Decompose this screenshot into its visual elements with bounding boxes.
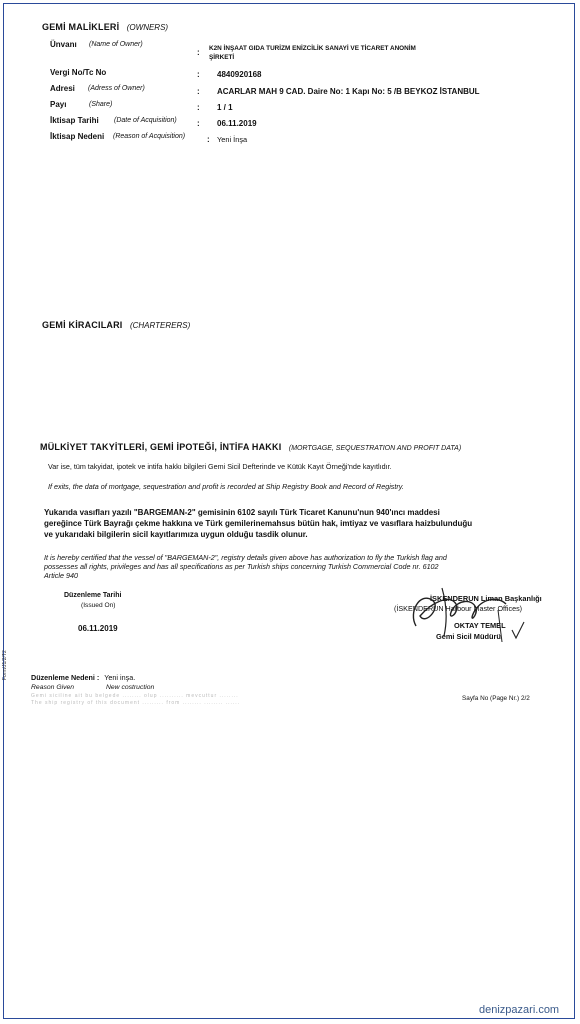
owner-name-label-en: (Name of Owner) bbox=[89, 41, 143, 48]
owner-acq-date-value: 06.11.2019 bbox=[217, 119, 257, 128]
issue-date-label-en: (Issued On) bbox=[81, 602, 116, 609]
reason-value-en: New costruction bbox=[105, 684, 155, 691]
owner-address-label-en: (Adress of Owner) bbox=[88, 85, 145, 92]
owner-address-value: ACARLAR MAH 9 CAD. Daire No: 1 Kapı No: 5 /B BEYKOZ İSTANBUL bbox=[217, 87, 480, 96]
certification-tr-line3: ve yukarıdaki bilgilerin sicil kayıtlarımıza uygun olduğu tasdik olunur. bbox=[44, 530, 308, 539]
owner-taxno-label: Vergi No/Tc No bbox=[50, 68, 107, 77]
issue-date-label: Düzenleme Tarihi bbox=[64, 592, 122, 599]
authority-title: Gemi Sicil Müdürü bbox=[436, 632, 501, 641]
certification-en-line3: Article 940 bbox=[44, 571, 78, 580]
owners-heading-en: (OWNERS) bbox=[126, 23, 169, 32]
owner-share-value: 1 / 1 bbox=[217, 103, 233, 112]
mortgage-line-en: If exits, the data of mortgage, sequestration and profit is recorded at Ship Registry Book and Record of Registry. bbox=[48, 482, 404, 491]
reason-line-en bbox=[31, 684, 154, 691]
owner-address-label: Adresi bbox=[50, 84, 75, 93]
certification-en bbox=[44, 553, 564, 580]
mortgage-heading-en: (MORTGAGE, SEQUESTRATION AND PROFIT DATA) bbox=[288, 445, 462, 452]
reason-value: Yeni inşa. bbox=[104, 673, 136, 682]
charterers-heading-tr: GEMİ KİRACILARI bbox=[42, 320, 123, 330]
charterers-heading bbox=[42, 315, 190, 333]
reason-label: Düzenleme Nedeni : bbox=[31, 673, 100, 682]
reason-line-tr bbox=[31, 673, 135, 682]
blurred-line-2: The ship registry of this document ......... from ........ ........ ...... bbox=[31, 700, 241, 706]
blurred-line-1: Gemi siciline ait bu belgede ........ olup .......... mevcuttur ........ bbox=[31, 693, 239, 699]
owner-acq-date-colon: : bbox=[197, 119, 200, 128]
authority-office-en: (İSKENDERUN Harbour Master Offices) bbox=[394, 604, 523, 613]
registry-document bbox=[3, 3, 575, 1019]
issue-date-value: 06.11.2019 bbox=[78, 624, 118, 633]
reason-label-en: Reason Given bbox=[31, 684, 75, 691]
owners-heading-tr: GEMİ MALİKLERİ bbox=[42, 22, 120, 32]
owner-share-colon: : bbox=[197, 103, 200, 112]
authority-name: OKTAY TEMEL bbox=[454, 621, 506, 630]
certification-tr-line1: Yukarıda vasıfları yazılı "BARGEMAN-2" gemisinin 6102 sayılı Türk Ticaret Kanunu'nun 940'ıncı maddesi bbox=[44, 508, 440, 517]
certification-tr bbox=[44, 507, 556, 540]
mortgage-heading bbox=[40, 437, 461, 455]
mortgage-heading-tr: MÜLKİYET TAKYİTLERİ, GEMİ İPOTEĞİ, İNTİFA HAKKI bbox=[40, 442, 282, 452]
owner-name-value: K2N İNŞAAT GIDA TURİZM ENİZCİLİK SANAYİ VE TİCARET ANONİM bbox=[209, 45, 416, 52]
owner-name-colon: : bbox=[197, 48, 200, 57]
authority-office: İSKENDERUN Liman Başkanlığı bbox=[430, 594, 542, 603]
page-number: Sayfa No (Page Nr.) 2/2 bbox=[462, 695, 530, 702]
charterers-heading-en: (CHARTERERS) bbox=[129, 321, 191, 330]
signature-mark bbox=[402, 582, 532, 644]
owner-acq-date-label-en: (Date of Acquisition) bbox=[114, 117, 177, 124]
owner-name-label: Ünvanı bbox=[50, 40, 77, 49]
site-watermark: denizpazari.com bbox=[479, 1004, 560, 1016]
owner-acq-reason-colon: : bbox=[207, 135, 210, 144]
mortgage-line-tr: Var ise, tüm takyidat, ipotek ve intifa hakkı bilgileri Gemi Sicil Defterinde ve Kütük Kayıt Örneği'nde kayıtlıdır. bbox=[48, 462, 392, 471]
certification-en-line2: possesses all rights, privileges and has all specifications as per Turkish ships concerning Turkish Commercial Code nr. 6102 bbox=[44, 562, 439, 571]
certification-en-line1: It is hereby certified that the vessel of "BARGEMAN-2", registry details given above has authorization to fly the Turkish flag and bbox=[44, 553, 447, 562]
owner-name-value-line2: ŞİRKETİ bbox=[209, 54, 235, 61]
owners-heading bbox=[42, 17, 168, 35]
owner-share-label-en: (Share) bbox=[89, 101, 113, 108]
owner-address-colon: : bbox=[197, 87, 200, 96]
certification-tr-line2: gereğince Türk Bayrağı çekme hakkına ve Türk gemilerinemahsus bütün hak, imtiyaz ve vasıflara haizbulunduğu bbox=[44, 519, 473, 528]
owner-taxno-colon: : bbox=[197, 70, 200, 79]
owner-acq-reason-value: Yeni İnşa bbox=[217, 135, 248, 144]
owner-acq-reason-label-en: (Reason of Acquisition) bbox=[113, 133, 186, 140]
side-form-code: Form/J1/2/T2 bbox=[2, 650, 8, 680]
owner-taxno-value: 4840920168 bbox=[217, 70, 262, 79]
owner-share-label: Payı bbox=[50, 100, 67, 109]
owner-acq-date-label: İktisap Tarihi bbox=[50, 116, 99, 125]
owner-acq-reason-label: İktisap Nedeni bbox=[50, 132, 105, 141]
